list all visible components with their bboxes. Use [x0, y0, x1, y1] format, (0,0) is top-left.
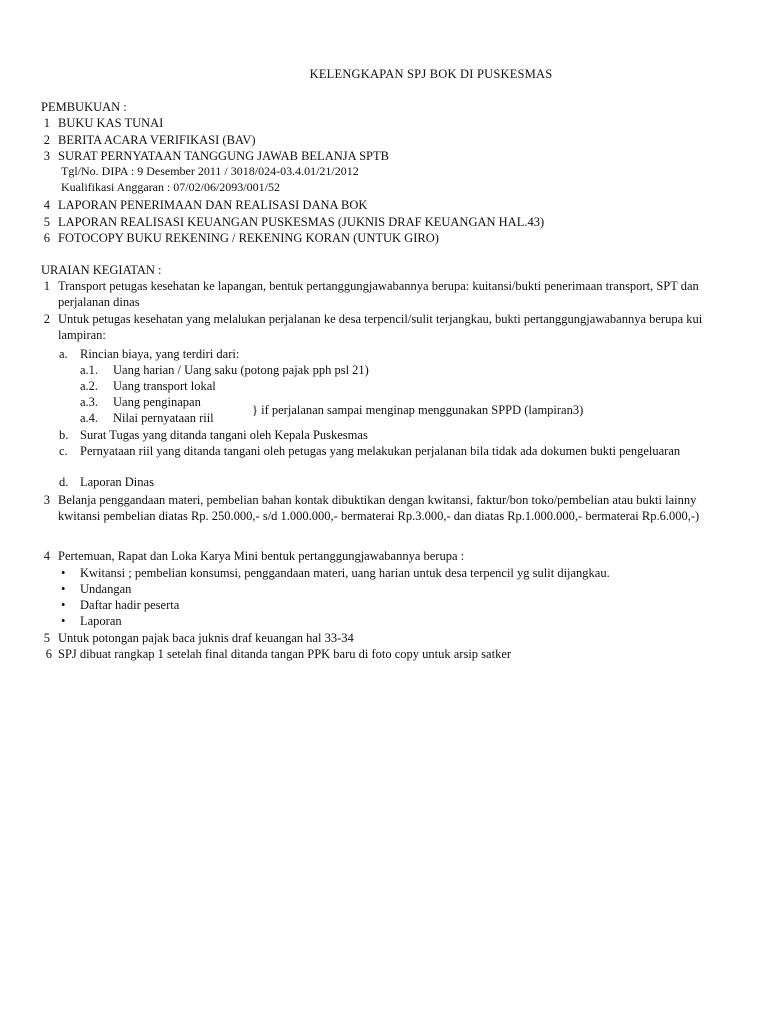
sub-a-text: Rincian biaya, yang terdiri dari: [80, 347, 240, 361]
uraian-item-3-line-2: kwitansi pembelian diatas Rp. 250.000,- s/d 1.000.000,- bermaterai Rp.3.000,- dan diatas Rp.1.000.000,- bermaterai Rp.6.000,-) [58, 509, 700, 523]
pembukuan-item-3-number: 3 [43, 149, 50, 163]
sub-b-text: Surat Tugas yang ditanda tangani oleh Kepala Puskesmas [80, 428, 368, 442]
sub-d-label: d. [59, 475, 69, 489]
uraian-item-5-text: Untuk potongan pajak baca juknis draf keuangan hal 33-34 [58, 631, 354, 645]
sub-c-text: Pernyataan riil yang ditanda tangani oleh petugas yang melakukan perjalanan bila tidak ada dokumen bukti pengeluaran [80, 444, 681, 458]
uraian-item-1-line-1: Transport petugas kesehatan ke lapangan, bentuk pertanggungjawabannya berupa: kuitansi/bukti penerimaan transport, SPT dan [58, 279, 699, 293]
uraian-item-5-number: 5 [43, 631, 50, 645]
sub-a3-text: Uang penginapan [113, 395, 201, 409]
sub-a-label: a. [59, 347, 68, 361]
pembukuan-item-6-number: 6 [43, 231, 50, 245]
sppd-brace-note: } if perjalanan sampai menginap menggunakan SPPD (lampiran3) [252, 403, 584, 417]
pembukuan-item-5: LAPORAN REALISASI KEUANGAN PUSKESMAS (JUKNIS DRAF KEUANGAN HAL.43) [58, 215, 545, 229]
pembukuan-item-2: BERITA ACARA VERIFIKASI (BAV) [58, 133, 256, 147]
pembukuan-item-3: SURAT PERNYATAAN TANGGUNG JAWAB BELANJA SPTB [58, 149, 389, 163]
pembukuan-item-2-number: 2 [43, 133, 50, 147]
uraian-item-4-number: 4 [43, 549, 50, 563]
dipa-line: Tgl/No. DIPA : 9 Desember 2011 / 3018/024-03.4.01/21/2012 [61, 164, 359, 178]
bullet-4-marker: • [61, 614, 66, 628]
bullet-2-marker: • [61, 582, 66, 596]
kualifikasi-line: Kualifikasi Anggaran : 07/02/06/2093/001/52 [61, 180, 280, 194]
sub-a1-number: a.1. [80, 363, 99, 377]
uraian-item-1-line-2: perjalanan dinas [58, 295, 140, 309]
sub-a1-text: Uang harian / Uang saku (potong pajak pph psl 21) [113, 363, 369, 377]
pembukuan-item-4-number: 4 [43, 198, 50, 212]
document-title: KELENGKAPAN SPJ BOK DI PUSKESMAS [309, 67, 553, 81]
uraian-item-2-number: 2 [43, 312, 50, 326]
pembukuan-item-4: LAPORAN PENERIMAAN DAN REALISASI DANA BOK [58, 198, 368, 212]
uraian-heading: URAIAN KEGIATAN : [41, 263, 162, 277]
sub-a2-text: Uang transport lokal [113, 379, 216, 393]
uraian-item-6-number: 6 [45, 647, 52, 661]
sub-c-label: c. [59, 444, 68, 458]
pembukuan-item-5-number: 5 [43, 215, 50, 229]
sub-a4-number: a.4. [80, 411, 99, 425]
pembukuan-item-1-number: 1 [43, 116, 50, 130]
bullet-1-text: Kwitansi ; pembelian konsumsi, penggandaan materi, uang harian untuk desa terpencil yg sulit dijangkau. [80, 566, 610, 580]
bullet-2-text: Undangan [80, 582, 132, 596]
uraian-item-3-line-1: Belanja penggandaan materi, pembelian bahan kontak dibuktikan dengan kwitansi, faktur/bon toko/pembelian atau bukti lainny [58, 493, 697, 507]
pembukuan-item-1: BUKU KAS TUNAI [58, 116, 164, 130]
bullet-4-text: Laporan [80, 614, 122, 628]
bullet-1-marker: • [61, 566, 66, 580]
sub-a4-text: Nilai pernyataan riil [113, 411, 214, 425]
uraian-item-2-line-2: lampiran: [58, 328, 106, 342]
sub-d-text: Laporan Dinas [80, 475, 154, 489]
bullet-3-marker: • [61, 598, 66, 612]
uraian-item-3-number: 3 [43, 493, 50, 507]
uraian-item-2-line-1: Untuk petugas kesehatan yang melalukan perjalanan ke desa terpencil/sulit terjangkau, bukti pertanggungjawabannya berupa kui [58, 312, 703, 326]
uraian-item-6-text: SPJ dibuat rangkap 1 setelah final ditanda tangan PPK baru di foto copy untuk arsip satker [58, 647, 512, 661]
sub-a2-number: a.2. [80, 379, 99, 393]
uraian-item-1-number: 1 [43, 279, 50, 293]
sub-b-label: b. [59, 428, 69, 442]
bullet-3-text: Daftar hadir peserta [80, 598, 180, 612]
uraian-item-4-text: Pertemuan, Rapat dan Loka Karya Mini bentuk pertanggungjawabannya berupa : [58, 549, 465, 563]
pembukuan-heading: PEMBUKUAN : [41, 100, 127, 114]
pembukuan-item-6: FOTOCOPY BUKU REKENING / REKENING KORAN (UNTUK GIRO) [58, 231, 439, 245]
sub-a3-number: a.3. [80, 395, 99, 409]
